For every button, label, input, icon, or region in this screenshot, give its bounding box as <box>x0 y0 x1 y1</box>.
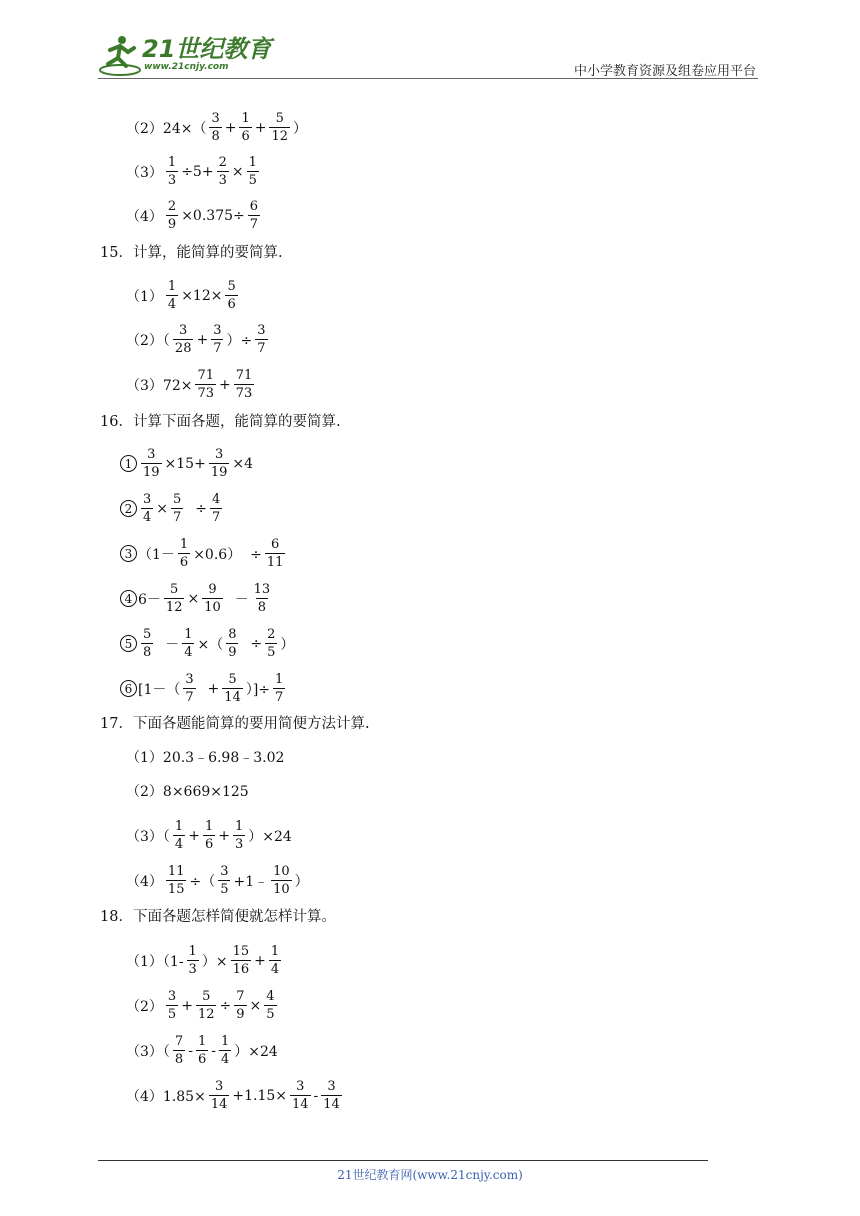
fraction <box>171 493 183 524</box>
fraction-denominator: 73 <box>197 386 214 401</box>
fraction-numerator: 5 <box>173 492 182 507</box>
fraction-denominator: 14 <box>224 690 241 705</box>
fraction <box>166 865 187 896</box>
expression-text: [1－（ <box>138 681 181 698</box>
fraction-denominator: 8 <box>143 645 152 660</box>
fraction <box>248 200 260 231</box>
expression-text: + <box>218 827 230 844</box>
expression-text: － <box>225 591 249 608</box>
fraction-numerator: 3 <box>167 989 177 1004</box>
fraction <box>173 1035 185 1066</box>
fraction-numerator: 3 <box>179 323 188 338</box>
circled-number: 6 <box>120 680 137 697</box>
fraction <box>234 990 246 1021</box>
expression-text: - <box>313 1087 319 1104</box>
fraction <box>290 1080 311 1111</box>
fraction-denominator: 5 <box>266 1007 275 1022</box>
fraction <box>218 865 230 896</box>
expression-line <box>126 324 271 355</box>
logo-url-text: www.21cnjy.com <box>144 62 229 72</box>
fraction-numerator: 3 <box>214 1079 224 1094</box>
fraction <box>178 538 190 569</box>
fraction-numerator: 15 <box>232 944 250 959</box>
fraction-numerator: 2 <box>218 155 227 170</box>
fraction-numerator: 3 <box>211 111 220 126</box>
page-header <box>98 30 758 80</box>
fraction-denominator: 7 <box>257 341 266 356</box>
fraction-numerator: 8 <box>228 627 237 642</box>
fraction-numerator: 1 <box>248 155 257 170</box>
fraction-denominator: 6 <box>197 1052 207 1067</box>
expression-text: ×0.6） ÷ <box>193 546 262 563</box>
fraction-numerator: 1 <box>220 1034 230 1049</box>
fraction-denominator: 16 <box>232 962 250 977</box>
fraction <box>141 493 153 524</box>
fraction-numerator: 3 <box>185 672 194 687</box>
question-heading <box>100 712 370 733</box>
fraction <box>219 1035 231 1066</box>
fraction-denominator: 6 <box>179 555 189 570</box>
question-heading <box>100 905 336 926</box>
expression-text: 18．下面各题怎样简便就怎样计算。 <box>100 909 336 925</box>
expression-text: 6－ <box>138 591 161 608</box>
fraction <box>164 583 185 614</box>
expression-text: + <box>181 997 193 1014</box>
fraction-numerator: 4 <box>211 492 221 507</box>
fraction <box>209 112 221 143</box>
fraction-denominator: 12 <box>197 1007 215 1022</box>
fraction <box>187 945 199 976</box>
fraction-denominator: 4 <box>270 962 280 977</box>
fraction-denominator: 9 <box>228 645 237 660</box>
fraction <box>226 628 238 659</box>
fraction <box>265 628 277 659</box>
platform-name: 中小学教育资源及组卷应用平台 <box>573 64 756 79</box>
fraction-denominator: 7 <box>249 217 259 232</box>
fraction <box>183 673 195 704</box>
expression-text: + <box>188 827 200 844</box>
fraction-numerator: 1 <box>179 537 189 552</box>
fraction-numerator: 71 <box>235 368 253 383</box>
expression-text: ）×24 <box>234 1043 278 1060</box>
fraction-denominator: 5 <box>220 882 229 897</box>
logo-main-text: 21世纪教育 <box>142 35 272 63</box>
expression-text: （2）24×（ <box>126 120 207 137</box>
fraction-numerator: 3 <box>213 323 222 338</box>
fraction-denominator: 7 <box>211 510 221 525</box>
fraction-denominator: 5 <box>167 1007 177 1022</box>
fraction <box>273 673 285 704</box>
expression-text: （2）8×669×125 <box>126 784 249 800</box>
expression-text: （1）（1- <box>126 953 184 970</box>
fraction-numerator: 3 <box>257 323 266 338</box>
expression-text: ）÷ <box>226 332 253 349</box>
expression-text: ） <box>293 120 308 137</box>
expression-text: ×15+ <box>164 455 206 472</box>
expression-line <box>120 493 225 524</box>
fraction-denominator: 4 <box>184 645 193 660</box>
fraction <box>166 280 178 311</box>
fraction-denominator: 9 <box>236 1007 245 1022</box>
fraction-denominator: 14 <box>292 1097 309 1112</box>
expression-text: ÷5+ <box>181 163 214 180</box>
fraction <box>202 583 223 614</box>
expression-text: × <box>156 500 169 517</box>
header-divider <box>98 78 758 79</box>
fraction <box>269 112 290 143</box>
fraction <box>233 820 245 851</box>
fraction-denominator: 10 <box>204 600 221 615</box>
fraction-numerator: 3 <box>143 492 152 507</box>
fraction <box>234 369 255 400</box>
expression-line <box>126 747 284 767</box>
fraction <box>195 369 216 400</box>
expression-line <box>126 156 262 187</box>
expression-text: （4） <box>126 208 163 225</box>
fraction-denominator: 6 <box>241 129 250 144</box>
fraction-denominator: 5 <box>248 173 257 188</box>
fraction-numerator: 1 <box>241 111 250 126</box>
fraction-denominator: 8 <box>174 1052 184 1067</box>
circled-number: 4 <box>120 590 137 607</box>
fraction <box>203 820 215 851</box>
expression-text: × <box>231 163 244 180</box>
expression-line <box>126 820 292 851</box>
fraction-denominator: 3 <box>234 837 244 852</box>
fraction <box>141 448 162 479</box>
expression-text: （1）20.3﹣6.98﹣3.02 <box>126 750 285 766</box>
fraction-numerator: 2 <box>167 199 177 214</box>
expression-text: ） <box>294 873 309 890</box>
expression-text: （3）72× <box>126 377 193 394</box>
expression-line <box>126 280 241 311</box>
fraction <box>265 538 286 569</box>
fraction-numerator: 1 <box>234 819 244 834</box>
fraction <box>225 280 237 311</box>
expression-line <box>126 1035 278 1066</box>
expression-text: + <box>219 376 231 393</box>
fraction <box>166 156 178 187</box>
fraction-numerator: 1 <box>184 627 193 642</box>
fraction-denominator: 19 <box>210 465 228 480</box>
fraction-denominator: 19 <box>143 465 160 480</box>
expression-line <box>126 1080 345 1111</box>
fraction-denominator: 4 <box>143 510 152 525</box>
fraction-numerator: 5 <box>202 989 211 1004</box>
expression-line <box>120 628 294 659</box>
expression-text: － <box>156 636 180 653</box>
fraction-numerator: 13 <box>253 582 271 597</box>
fraction-denominator: 5 <box>267 645 276 660</box>
fraction-denominator: 8 <box>257 600 267 615</box>
fraction-denominator: 73 <box>235 386 253 401</box>
fraction-denominator: 7 <box>173 510 182 525</box>
question-heading <box>100 241 283 262</box>
expression-text: +1﹣ <box>233 873 269 890</box>
fraction-denominator: 10 <box>273 882 290 897</box>
fraction <box>173 324 194 355</box>
expression-text: ÷ <box>186 500 207 517</box>
fraction-denominator: 3 <box>188 962 197 977</box>
expression-text: + <box>198 680 220 697</box>
fraction-numerator: 3 <box>214 447 224 462</box>
expression-text: （1－ <box>138 546 175 563</box>
expression-text: 16．计算下面各题，能简算的要简算. <box>100 414 341 430</box>
fraction <box>166 200 178 231</box>
expression-text: （3） <box>126 164 163 181</box>
fraction <box>269 945 281 976</box>
fraction-denominator: 7 <box>185 690 194 705</box>
expression-text: - <box>211 1042 216 1059</box>
expression-text: ）×24 <box>248 828 292 845</box>
fraction-denominator: 4 <box>174 837 184 852</box>
expression-text: （2）（ <box>126 332 170 349</box>
expression-line <box>120 673 288 704</box>
expression-line <box>126 200 263 231</box>
expression-text: ÷ <box>241 635 263 652</box>
expression-text: ×0.375÷ <box>181 207 245 224</box>
expression-text: ）× <box>201 953 228 970</box>
fraction <box>239 112 251 143</box>
fraction <box>173 820 185 851</box>
fraction-numerator: 1 <box>275 672 284 687</box>
circled-number: 1 <box>120 455 137 472</box>
expression-text: ÷ <box>219 997 232 1014</box>
fraction-denominator: 7 <box>213 341 222 356</box>
fraction-denominator: 28 <box>174 341 192 356</box>
fraction-numerator: 7 <box>174 1034 184 1049</box>
expression-line <box>120 538 288 569</box>
fraction-denominator: 7 <box>275 690 284 705</box>
circled-number: 3 <box>120 545 137 562</box>
fraction-numerator: 1 <box>204 819 214 834</box>
fraction-denominator: 12 <box>271 129 289 144</box>
fraction-denominator: 4 <box>167 297 177 312</box>
expression-text: 17．下面各题能简算的要用简便方法计算. <box>100 716 370 732</box>
expression-line <box>126 945 284 976</box>
fraction-denominator: 14 <box>323 1097 340 1112</box>
fraction-numerator: 5 <box>228 672 237 687</box>
fraction <box>211 324 223 355</box>
fraction-numerator: 5 <box>275 111 284 126</box>
fraction-numerator: 6 <box>249 199 259 214</box>
question-heading <box>100 410 341 431</box>
expression-line <box>126 781 249 801</box>
fraction-numerator: 9 <box>208 582 217 597</box>
fraction-numerator: 1 <box>270 944 280 959</box>
expression-line <box>126 865 309 896</box>
footer-divider <box>98 1160 708 1161</box>
expression-line <box>120 448 253 479</box>
expression-text: ×4 <box>232 455 254 472</box>
expression-text: ×12× <box>181 287 223 304</box>
fraction-denominator: 3 <box>167 173 177 188</box>
expression-text: + <box>224 119 237 136</box>
fraction <box>222 673 243 704</box>
fraction-numerator: 5 <box>170 582 179 597</box>
fraction <box>255 324 267 355</box>
expression-text: （4） <box>126 873 163 890</box>
fraction <box>231 945 252 976</box>
expression-text: + <box>254 952 266 969</box>
expression-text: ×（ <box>197 636 224 653</box>
fraction-numerator: 3 <box>327 1079 336 1094</box>
logo <box>98 32 298 78</box>
fraction-denominator: 11 <box>266 555 284 570</box>
fraction-denominator: 4 <box>220 1052 230 1067</box>
fraction-numerator: 1 <box>167 279 177 294</box>
fraction <box>247 156 259 187</box>
circled-number: 2 <box>120 500 137 517</box>
fraction-denominator: 6 <box>227 297 236 312</box>
fraction-numerator: 4 <box>266 989 275 1004</box>
fraction <box>141 628 153 659</box>
fraction-numerator: 1 <box>188 944 197 959</box>
fraction <box>264 990 276 1021</box>
fraction-denominator: 12 <box>165 600 183 615</box>
fraction <box>182 628 194 659</box>
expression-text: （1） <box>126 288 163 305</box>
fraction-numerator: 5 <box>143 627 152 642</box>
expression-text: - <box>188 1042 193 1059</box>
fraction-denominator: 8 <box>211 129 220 144</box>
fraction-denominator: 6 <box>204 837 214 852</box>
fraction <box>217 156 229 187</box>
fraction-numerator: 2 <box>267 627 276 642</box>
expression-text: × <box>249 997 262 1014</box>
expression-text: ） <box>280 636 295 653</box>
expression-text: × <box>187 590 200 607</box>
expression-text: + <box>196 331 209 348</box>
runner-logo-icon <box>98 32 142 78</box>
fraction-numerator: 3 <box>220 864 229 879</box>
fraction-numerator: 3 <box>296 1079 305 1094</box>
fraction <box>196 1035 208 1066</box>
fraction-denominator: 14 <box>210 1097 228 1112</box>
fraction-denominator: 3 <box>218 173 227 188</box>
fraction <box>209 448 230 479</box>
fraction <box>210 493 222 524</box>
fraction-numerator: 1 <box>167 155 177 170</box>
expression-text: （3）（ <box>126 828 170 845</box>
fraction-numerator: 3 <box>147 447 156 462</box>
fraction <box>271 865 292 896</box>
expression-line <box>126 990 280 1021</box>
expression-text: + <box>254 119 267 136</box>
expression-line <box>126 369 257 400</box>
fraction <box>252 583 273 614</box>
expression-text: +1.15× <box>232 1087 287 1104</box>
fraction <box>209 1080 230 1111</box>
fraction <box>166 990 178 1021</box>
footer-text: 21世纪教育网(www.21cnjy.com) <box>337 1168 523 1182</box>
expression-text: （2） <box>126 998 163 1015</box>
fraction-numerator: 11 <box>167 864 185 879</box>
fraction-numerator: 6 <box>270 537 280 552</box>
expression-text: 15．计算，能简算的要简算. <box>100 245 283 261</box>
fraction <box>196 990 217 1021</box>
fraction-numerator: 7 <box>236 989 245 1004</box>
fraction-denominator: 15 <box>167 882 185 897</box>
fraction-numerator: 5 <box>227 279 236 294</box>
fraction-numerator: 10 <box>273 864 290 879</box>
expression-text: ）]÷ <box>245 681 271 698</box>
fraction-numerator: 1 <box>197 1034 207 1049</box>
fraction-numerator: 71 <box>197 368 214 383</box>
expression-text: ÷（ <box>189 873 216 890</box>
fraction-numerator: 1 <box>174 819 184 834</box>
expression-line <box>126 112 307 143</box>
expression-text: （4）1.85× <box>126 1088 206 1105</box>
circled-number: 5 <box>120 635 137 652</box>
fraction-denominator: 9 <box>167 217 177 232</box>
expression-line <box>120 583 275 614</box>
fraction <box>321 1080 342 1111</box>
expression-text: （3）（ <box>126 1043 170 1060</box>
